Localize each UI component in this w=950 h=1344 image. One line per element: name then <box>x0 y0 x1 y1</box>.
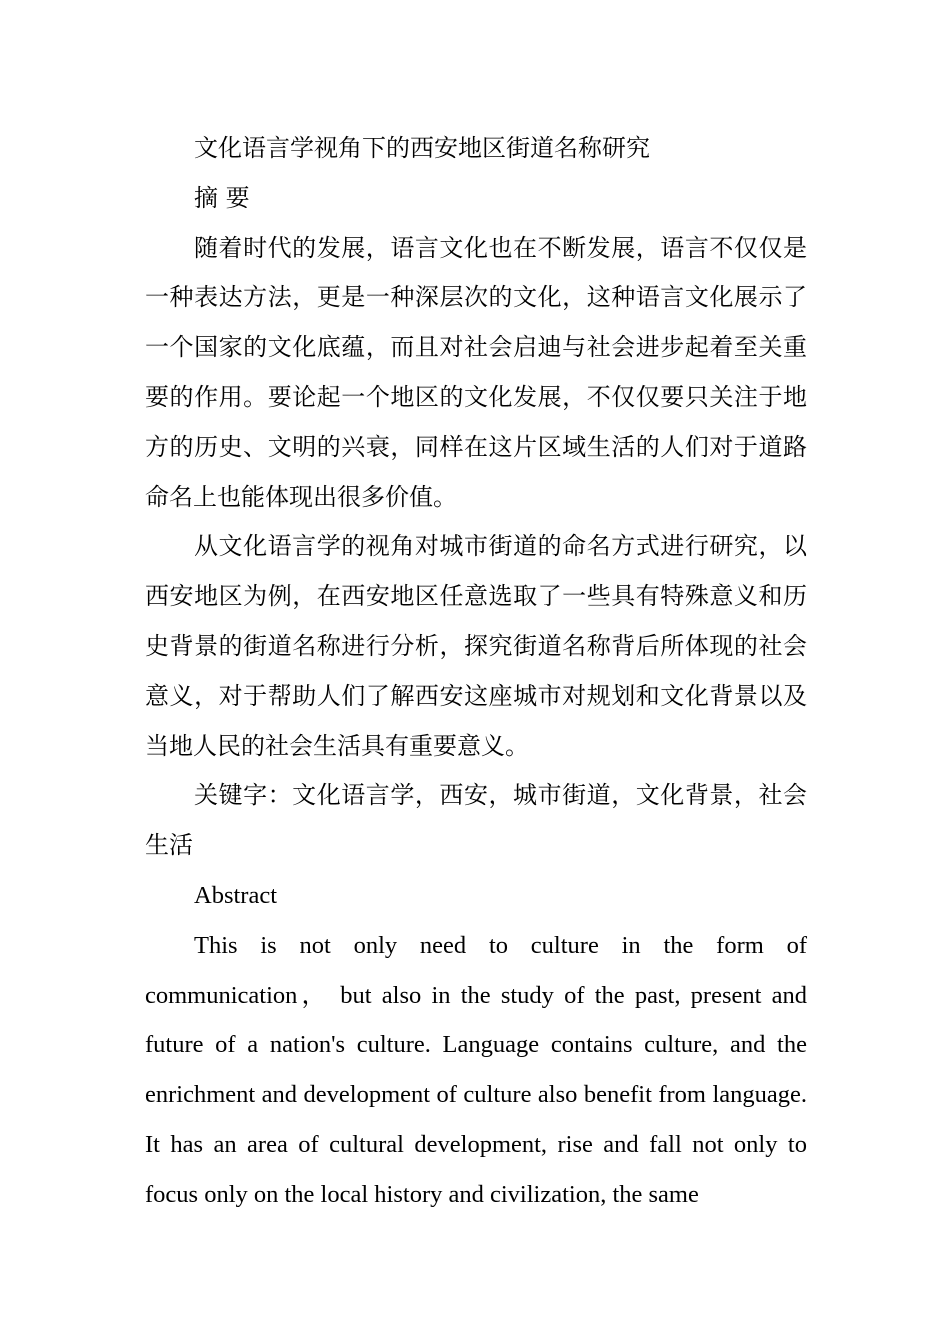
abstract-paragraph-en: This is not only need to culture in the form of communication， but also in the study of the past, present and future of a nation's culture. Language contains culture, and the enrichment and development of culture also benefit from language. It has an area of cultural development, rise and fall not only to focus only on the local history and civilization, the same <box>145 931 807 1208</box>
document-body <box>145 124 807 1220</box>
keywords-cn: 关键字：文化语言学，西安，城市街道，文化背景，社会生活 <box>145 781 807 860</box>
abstract-heading-en: Abstract <box>194 881 277 909</box>
abstract-paragraph-1: 随着时代的发展，语言文化也在不断发展，语言不仅仅是一种表达方法，更是一种深层次的文化，这种语言文化展示了一个国家的文化底蕴，而且对社会启迪与社会进步起着至关重要的作用。要论起一个地区的文化发展，不仅仅要只关注于地方的历史、文明的兴衰，同样在这片区域生活的人们对于道路命名上也能体现出很多价值。 <box>145 233 807 511</box>
abstract-paragraph-2: 从文化语言学的视角对城市街道的命名方式进行研究，以西安地区为例，在西安地区任意选取了一些具有特殊意义和历史背景的街道名称进行分析，探究街道名称背后所体现的社会意义，对于帮助人们了解西安这座城市对规划和文化背景以及当地人民的社会生活具有重要意义。 <box>145 532 807 760</box>
abstract-heading-cn: 摘 要 <box>194 183 250 212</box>
document-title: 文化语言学视角下的西安地区街道名称研究 <box>194 134 650 162</box>
